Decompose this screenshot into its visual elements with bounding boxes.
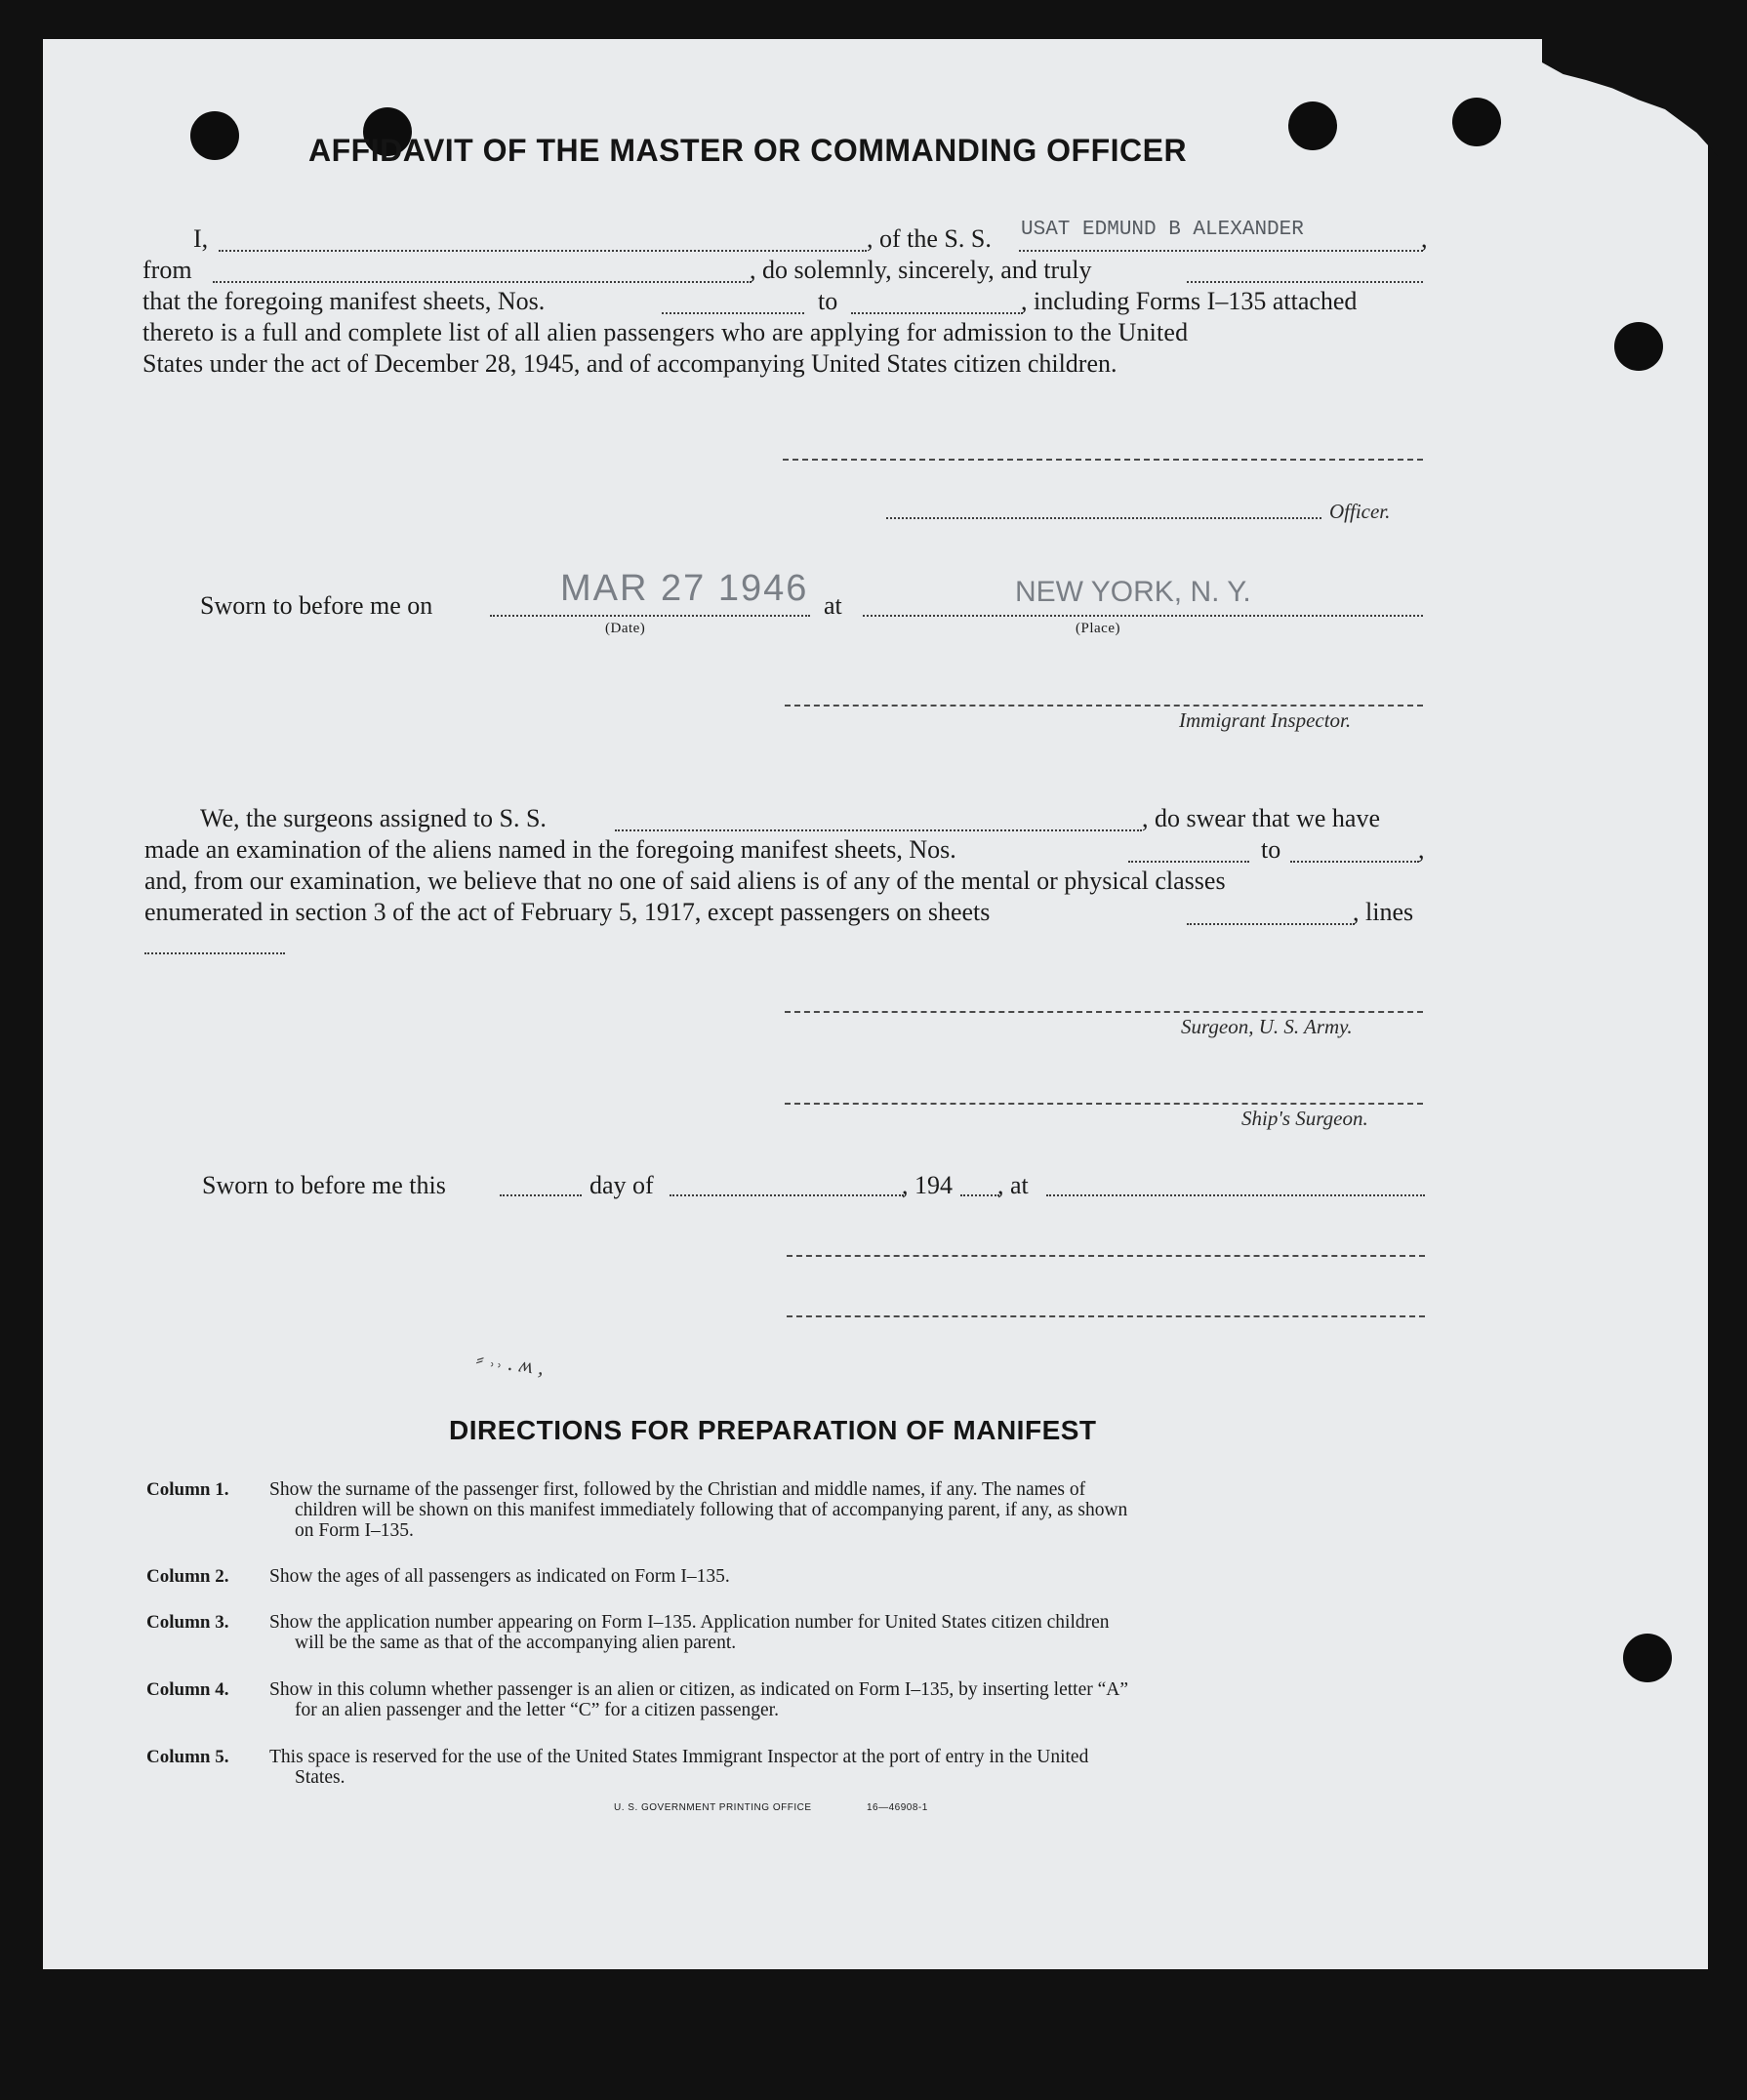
surgeons-sheet-to [1290, 861, 1419, 863]
sheet-from-field [662, 312, 804, 314]
column-2-text [269, 1566, 1427, 1587]
form-code: 16—46908-1 [867, 1802, 928, 1813]
sworn-year: , 194 [902, 1171, 953, 1199]
affidavit-line2-end [1187, 281, 1423, 283]
vessel-comma: , [1421, 224, 1428, 253]
vessel-name: USAT EDMUND B ALEXANDER [1021, 219, 1304, 241]
affidavit-to: to [818, 287, 838, 315]
sworn-day-field [500, 1194, 582, 1196]
sworn-signature-line-1 [787, 1255, 1425, 1257]
place-caption: (Place) [1076, 621, 1120, 636]
affidavit-line5: States under the act of December 28, 1945, and of accompanying United States citizen children. [142, 349, 1117, 378]
punch-hole [1452, 98, 1501, 146]
army-surgeon-signature-line [785, 1011, 1423, 1013]
column-5-line2: States. [295, 1767, 345, 1788]
sworn-place-field [863, 615, 1423, 617]
column-2-label: Column 2. [146, 1566, 229, 1587]
affidavit-forms: , including Forms I–135 attached [1021, 287, 1358, 315]
punch-hole [1623, 1634, 1672, 1682]
surgeons-line3: and, from our examination, we believe that no one of said aliens is of any of the mental or physical classes [144, 867, 1226, 895]
column-5-label: Column 5. [146, 1747, 229, 1767]
place-stamp: NEW YORK, N. Y. [1015, 576, 1251, 608]
ship-surgeon-caption: Ship's Surgeon. [1241, 1107, 1368, 1130]
sworn-this-label: Sworn to before me this [202, 1171, 446, 1199]
punch-hole [1288, 101, 1337, 150]
sworn-year-field [960, 1194, 999, 1196]
sworn-month-field [670, 1194, 904, 1196]
vessel-name-field [1019, 250, 1423, 252]
column-4-line1: Show in this column whether passenger is an alien or citizen, as indicated on Form I–135, by inserting letter “A” [269, 1679, 1128, 1700]
column-1-line3: on Form I–135. [295, 1520, 414, 1541]
column-5-text [269, 1747, 1427, 1788]
punch-hole [190, 111, 239, 160]
column-1-line2: children will be shown on this manifest immediately following that of accompanying parent, if any, as shown [295, 1500, 1128, 1520]
sheet-to-field [851, 312, 1023, 314]
sworn-signature-line-2 [787, 1315, 1425, 1317]
affidavit-title: AFFIDAVIT OF THE MASTER OR COMMANDING OFFICER [308, 133, 1188, 168]
surgeons-line4-a: enumerated in section 3 of the act of February 5, 1917, except passengers on sheets [144, 898, 991, 926]
army-surgeon-caption: Surgeon, U. S. Army. [1181, 1015, 1353, 1038]
surgeons-ship-field [615, 829, 1142, 831]
officer-signature-line-2 [886, 517, 1321, 519]
column-3-line1: Show the application number appearing on Form I–135. Application number for United States citizen children [269, 1612, 1110, 1633]
surgeons-line2-a: made an examination of the aliens named in the foregoing manifest sheets, Nos. [144, 835, 956, 864]
column-3-text [269, 1612, 1427, 1653]
column-1-line1: Show the surname of the passenger first, followed by the Christian and middle names, if any. The names of [269, 1479, 1086, 1500]
column-4-label: Column 4. [146, 1679, 229, 1700]
master-name-field [219, 250, 867, 252]
sworn-date-field [490, 615, 810, 617]
punch-hole [1614, 322, 1663, 371]
ship-surgeon-signature-line [785, 1103, 1423, 1105]
column-5-line1: This space is reserved for the use of the United States Immigrant Inspector at the port of entry in the United [269, 1747, 1089, 1767]
column-1-label: Column 1. [146, 1479, 229, 1500]
column-3-line2: will be the same as that of the accompanying alien parent. [295, 1633, 737, 1653]
except-sheets-field [1187, 923, 1355, 925]
surgeons-line4-b: , lines [1353, 898, 1414, 926]
sworn-at: at [824, 591, 842, 620]
surgeons-sheet-from [1128, 861, 1249, 863]
from-port-field [213, 281, 752, 283]
affidavit-i: I, [193, 224, 209, 253]
sworn-day-of: day of [589, 1171, 654, 1199]
except-lines-field [144, 952, 285, 954]
surgeons-line2-end: , [1418, 835, 1425, 864]
sworn-at-2: , at [997, 1171, 1029, 1199]
surgeons-line2-to: to [1261, 835, 1281, 864]
column-3-label: Column 3. [146, 1612, 229, 1633]
affidavit-of-ss: , of the S. S. [867, 224, 992, 253]
surgeons-line1-a: We, the surgeons assigned to S. S. [200, 804, 547, 832]
inspector-signature-line [785, 705, 1423, 707]
affidavit-line4: thereto is a full and complete list of all alien passengers who are applying for admission to the United [142, 318, 1189, 346]
date-stamp: MAR 27 1946 [560, 568, 809, 609]
column-4-text [269, 1679, 1427, 1720]
column-1-text [269, 1479, 1427, 1541]
printing-office: U. S. GOVERNMENT PRINTING OFFICE [614, 1802, 812, 1813]
inspector-caption: Immigrant Inspector. [1179, 708, 1352, 732]
directions-title: DIRECTIONS FOR PREPARATION OF MANIFEST [449, 1415, 1097, 1445]
sworn-before-on: Sworn to before me on [200, 591, 433, 620]
affidavit-manifest-nos: that the foregoing manifest sheets, Nos. [142, 287, 546, 315]
affidavit-from: from [142, 256, 192, 284]
column-2-line1: Show the ages of all passengers as indicated on Form I–135. [269, 1566, 730, 1587]
surgeons-line1-b: , do swear that we have [1142, 804, 1381, 832]
date-caption: (Date) [605, 621, 646, 636]
handwritten-mark: ⸗ ˒˒ . ʍ , [474, 1346, 547, 1380]
officer-caption: Officer. [1329, 500, 1391, 523]
column-4-line2: for an alien passenger and the letter “C” for a citizen passenger. [295, 1700, 779, 1720]
affidavit-solemnly: , do solemnly, sincerely, and truly [750, 256, 1092, 284]
officer-signature-line-1 [783, 459, 1423, 461]
sworn-place-field-2 [1046, 1194, 1425, 1196]
